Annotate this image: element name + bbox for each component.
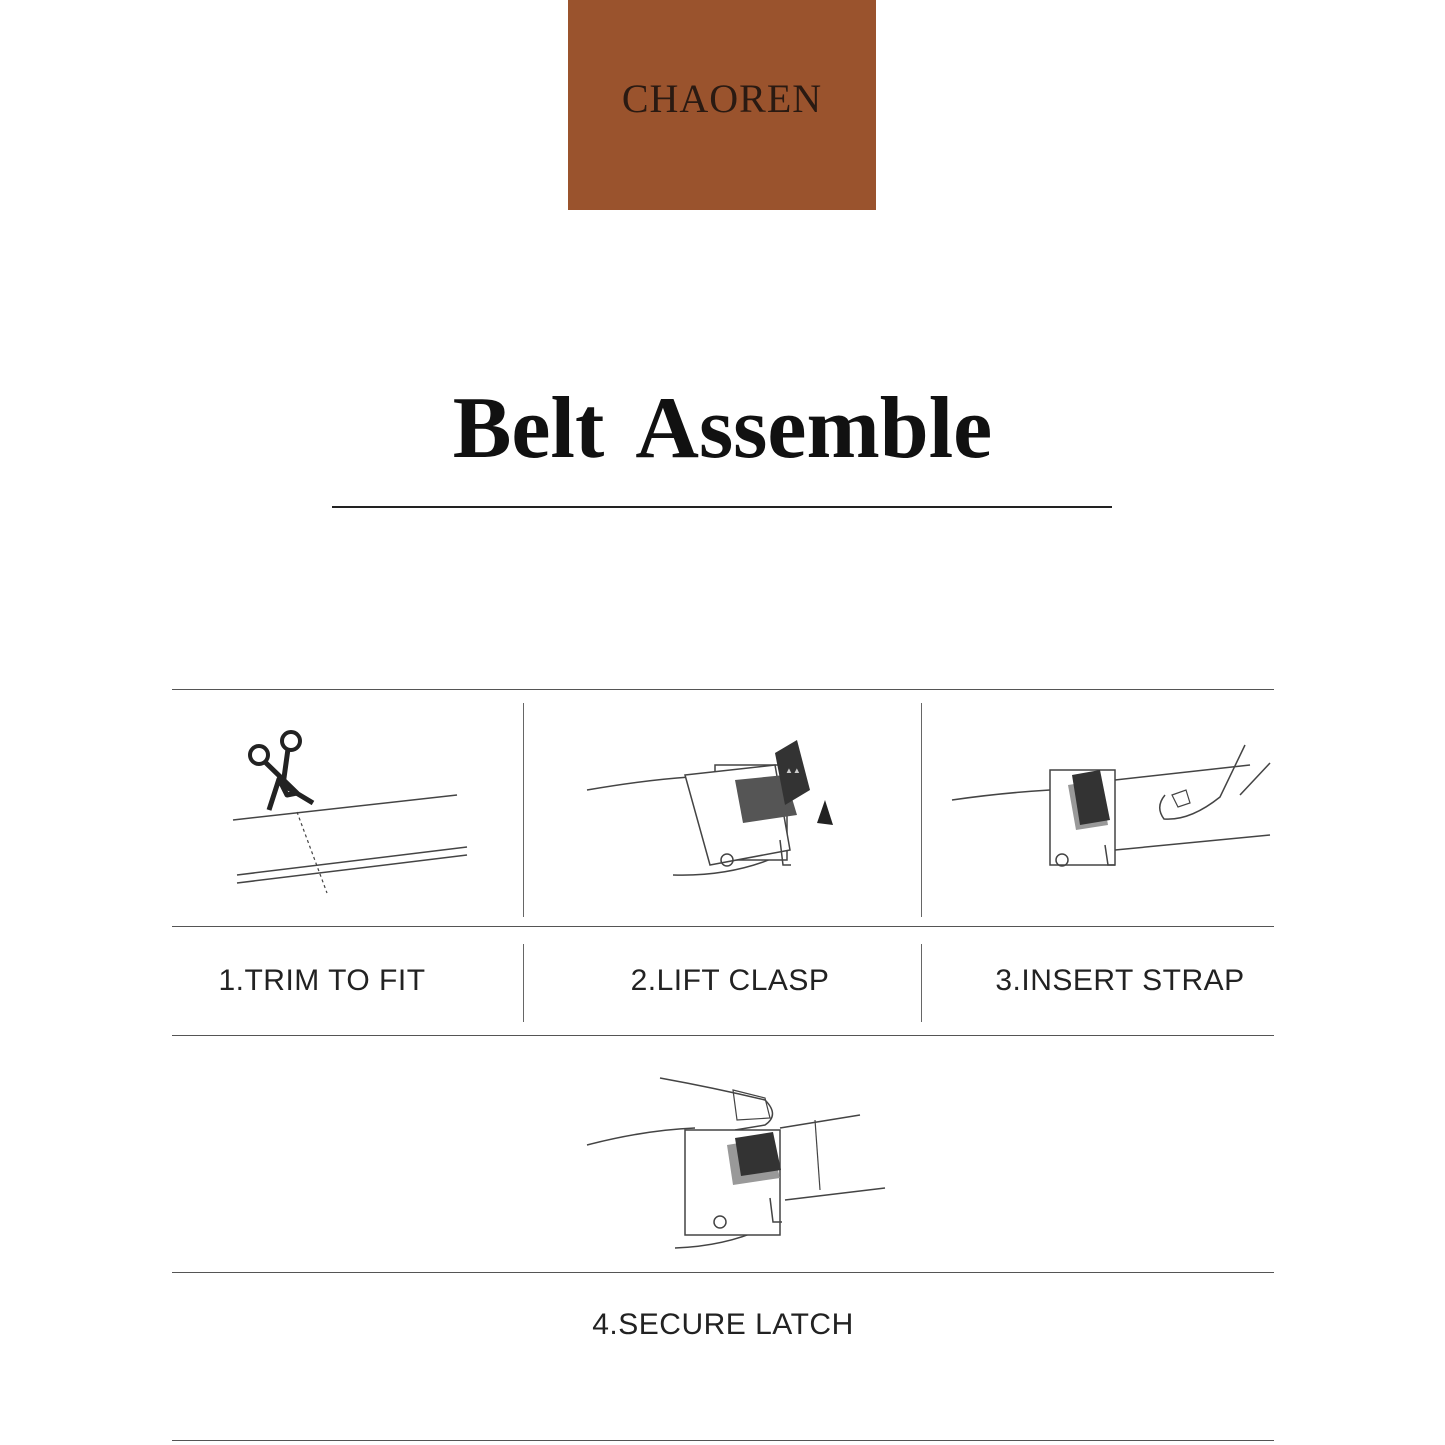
buckle-clasp-open-icon	[585, 735, 845, 885]
grid-line-mid	[172, 926, 1274, 927]
step-label-1: 1.TRIM TO FIT	[218, 964, 426, 997]
step3-illustration	[950, 735, 1275, 895]
svg-text:▲▲: ▲▲	[785, 766, 801, 775]
brand-name: CHAOREN	[621, 75, 823, 121]
step-label-4: 4.SECURE LATCH	[592, 1308, 854, 1341]
step1-illustration	[225, 725, 485, 900]
step-label-3: 3.INSERT STRAP	[995, 964, 1245, 997]
grid-line-step4	[172, 1272, 1274, 1273]
step-label-2: 2.LIFT CLASP	[630, 964, 830, 997]
column-divider	[523, 703, 524, 917]
latch-press-icon	[585, 1070, 890, 1255]
step4-illustration	[585, 1070, 890, 1255]
grid-line-labels-bottom	[172, 1035, 1274, 1036]
strap-insert-icon	[950, 735, 1275, 895]
grid-line-bottom	[172, 1440, 1274, 1441]
column-divider	[523, 944, 524, 1022]
title-divider	[332, 506, 1112, 508]
column-divider	[921, 703, 922, 917]
scissors-icon	[225, 725, 485, 900]
step2-illustration	[585, 735, 845, 885]
grid-line-top	[172, 689, 1274, 690]
page-title: Belt Assemble	[452, 380, 993, 477]
brand-logo	[568, 0, 876, 210]
